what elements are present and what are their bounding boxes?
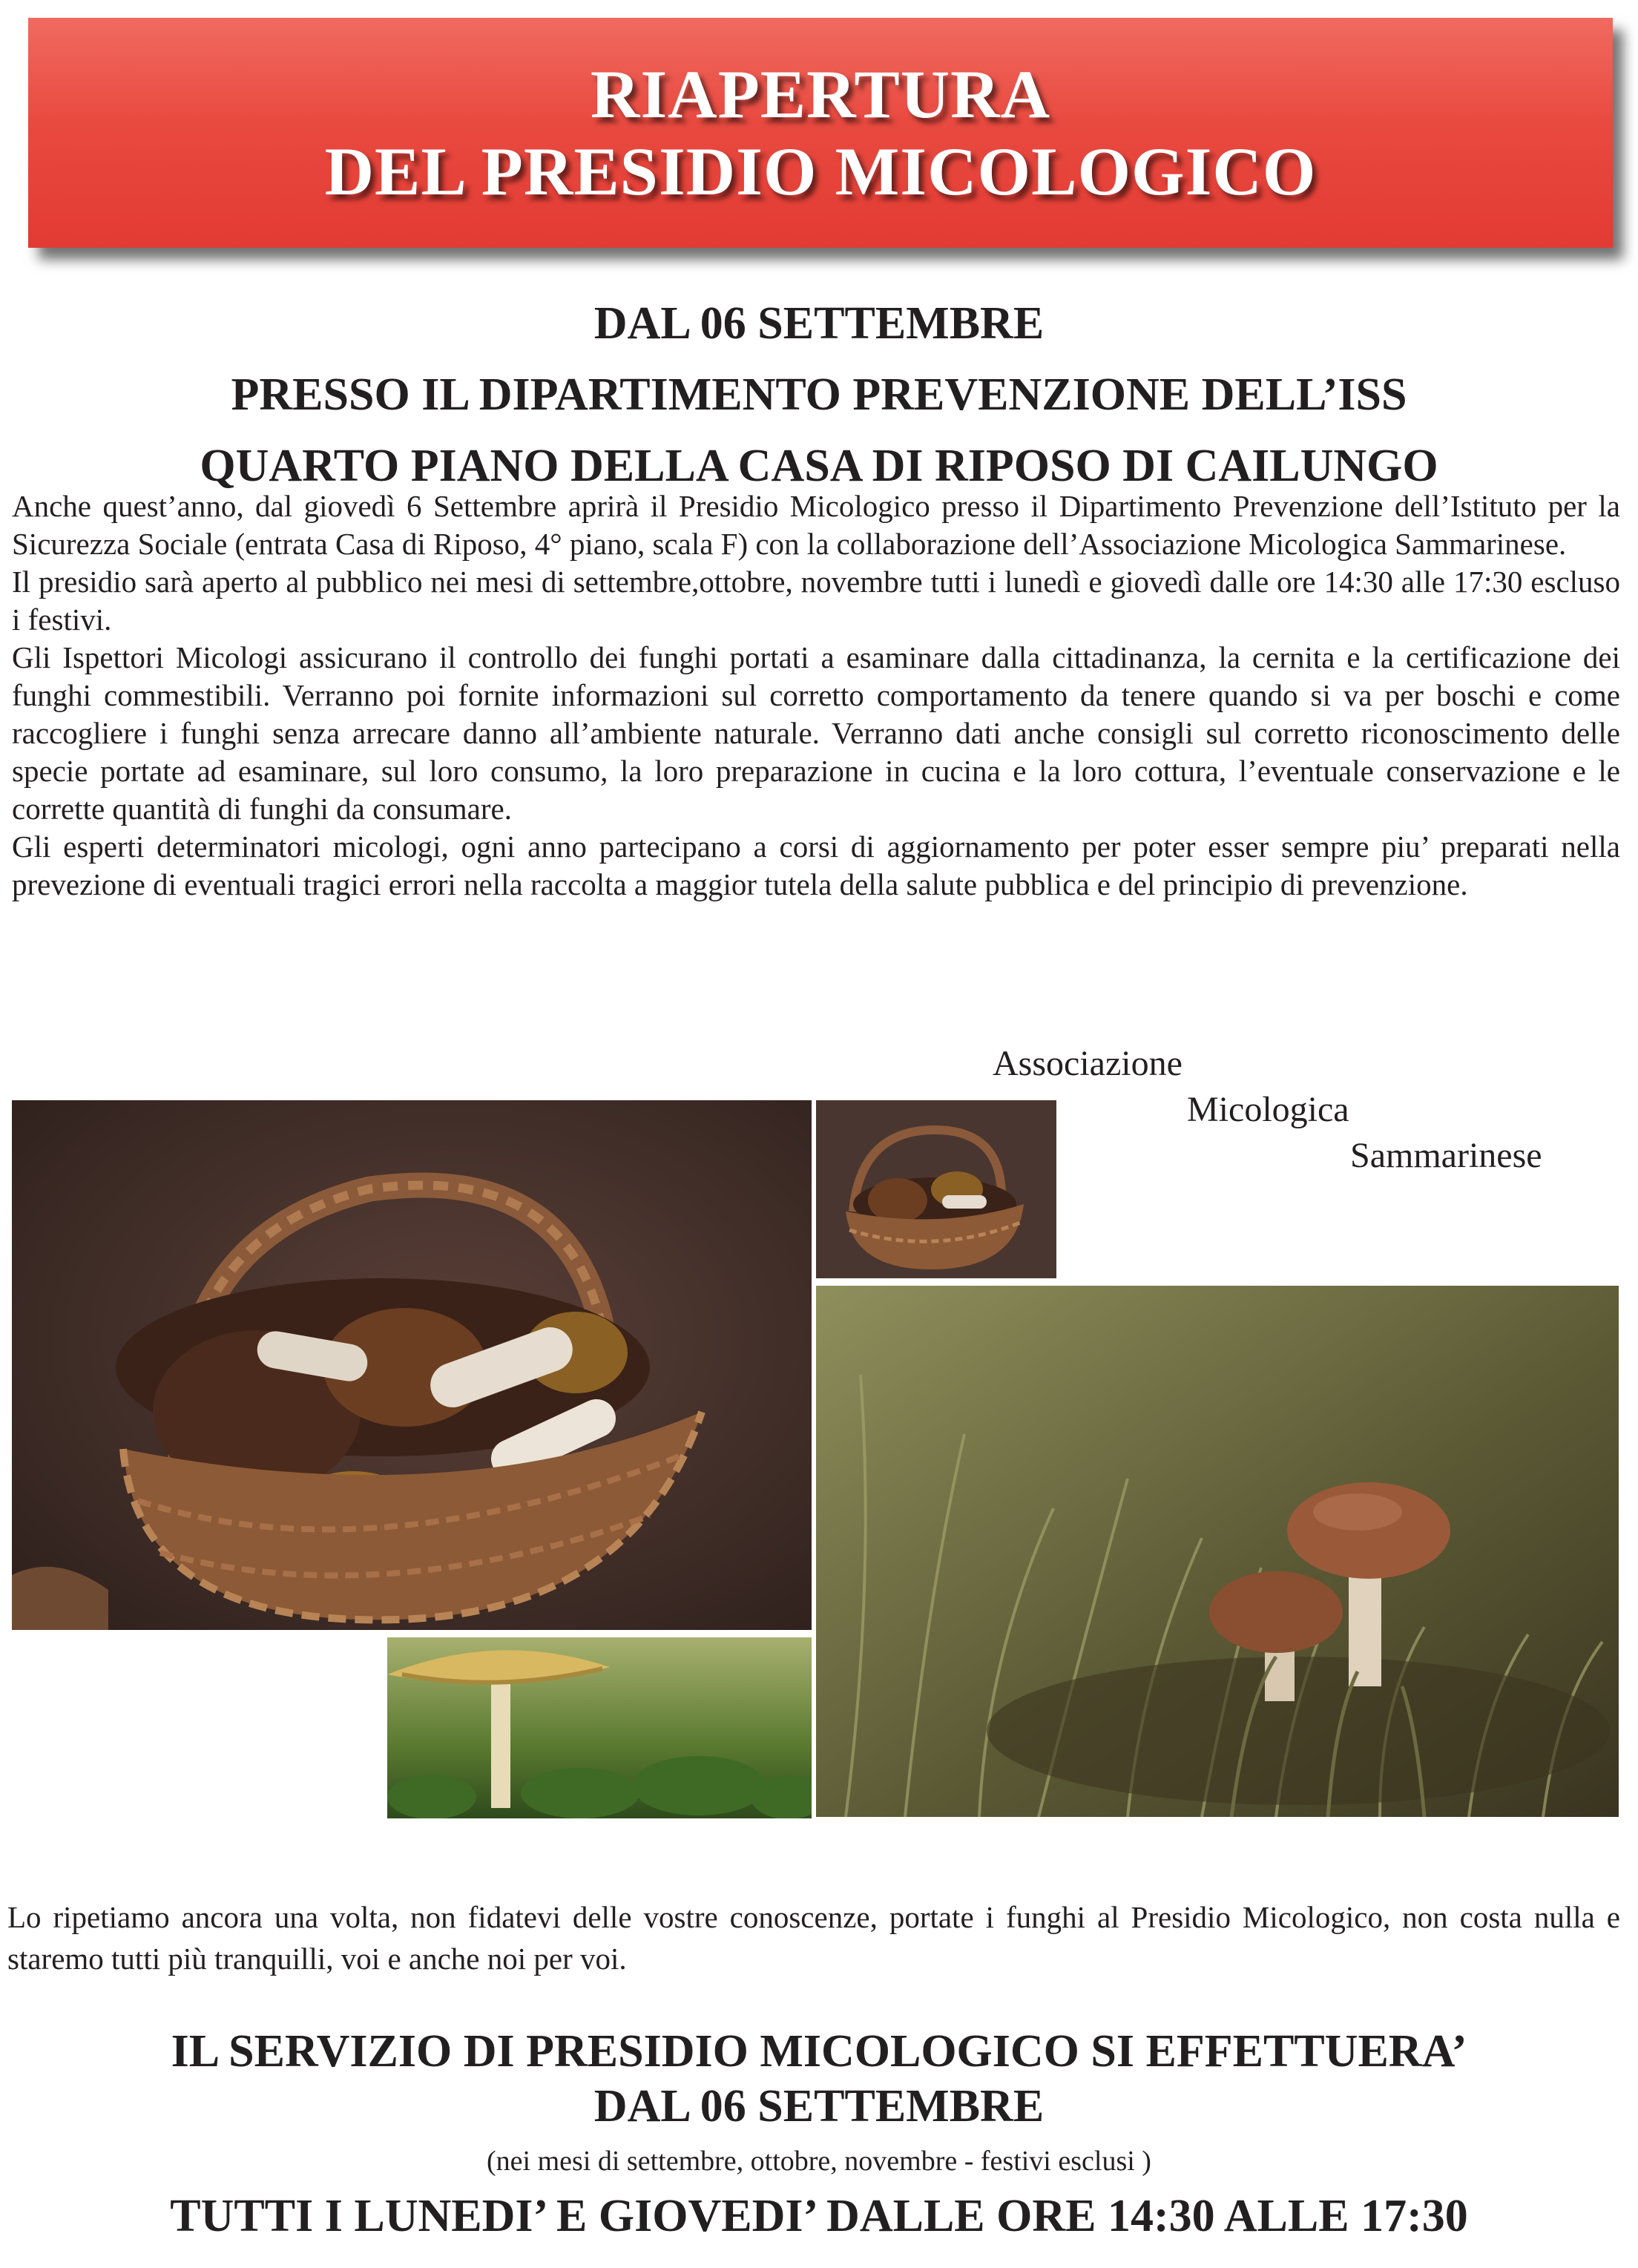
closing-text bbox=[7, 1896, 1620, 1979]
paragraph-experts: Gli esperti determinatori micologi, ogni anno partecipano a corsi di aggiornamento per poter esser sempre piu’ preparati nella prevezione di eventuali tragici errori nella raccolta a maggior tutela della salute pubblica e del principio di prevenzione. bbox=[12, 829, 1620, 901]
footer-hours-line: TUTTI I LUNEDI’ E GIOVEDI’ DALLE ORE 14:30 ALLE 17:30 bbox=[170, 2191, 1468, 2241]
banner-title-line-2: DEL PRESIDIO MICOLOGICO bbox=[324, 134, 1317, 209]
footer-note: (nei mesi di settembre, ottobre, novembre - festivi esclusi ) bbox=[487, 2146, 1151, 2177]
body-text bbox=[12, 487, 1620, 904]
paragraph-hours: Il presidio sarà aperto al pubblico nei mesi di settembre,ottobre, novembre tutti i lunedì e giovedì dalle ore 14:30 alle 17:30 escluso i festivi. bbox=[12, 565, 1620, 637]
footer-date-line: DAL 06 SETTEMBRE bbox=[593, 2081, 1045, 2131]
photo-mushroom-basket bbox=[12, 1100, 812, 1630]
footer-service-line: IL SERVIZIO DI PRESIDIO MICOLOGICO SI EFFETTUERA’ bbox=[171, 2026, 1467, 2077]
title-banner bbox=[28, 18, 1613, 248]
headings bbox=[0, 288, 1638, 502]
heading-location: PRESSO IL DIPARTIMENTO PREVENZIONE DELL’ISS bbox=[231, 369, 1407, 420]
footer bbox=[0, 2024, 1638, 2244]
paragraph-inspectors: Gli Ispettori Micologi assicurano il controllo dei funghi portati a esaminare dalla cittadinanza, la cernita e la certificazione dei funghi commestibili. Verranno poi fornite informazioni sul corretto comportamento da tenere quando si va per boschi e come raccogliere i funghi senza arrecare danno all’ambiente naturale. Verranno dati anche consigli sul corretto riconoscimento delle specie portate ad esaminare, sul loro consumo, la loro preparazione in cucina e la loro cottura, l’eventuale conservazione e le corrette quantità di funghi da consumare. bbox=[12, 640, 1620, 826]
photo-single-mushroom bbox=[387, 1637, 812, 1818]
photo-small-basket bbox=[816, 1100, 1056, 1278]
paragraph-closing: Lo ripetiamo ancora una volta, non fidatevi delle vostre conoscenze, portate i funghi al Presidio Micologico, non costa nulla e staremo tutti più tranquilli, voi e anche noi per voi. bbox=[7, 1900, 1620, 1976]
heading-date: DAL 06 SETTEMBRE bbox=[593, 298, 1045, 349]
banner-title-line-1: RIAPERTURA bbox=[590, 56, 1051, 132]
photo-mushrooms-in-grass bbox=[816, 1286, 1619, 1817]
heading-floor: QUARTO PIANO DELLA CASA DI RIPOSO DI CAILUNGO bbox=[200, 441, 1438, 491]
paragraph-intro: Anche quest’anno, dal giovedì 6 Settembre aprirà il Presidio Micologico presso il Dipartimento Prevenzione dell’Istituto per la Sicurezza Sociale (entrata Casa di Riposo, 4° piano, scala F) con la collaborazione dell’Associazione Micologica Sammarinese. bbox=[12, 489, 1620, 561]
association-word-2: Micologica bbox=[1187, 1090, 1349, 1129]
association-word-1: Associazione bbox=[993, 1044, 1183, 1083]
association-word-3: Sammarinese bbox=[1350, 1136, 1542, 1175]
